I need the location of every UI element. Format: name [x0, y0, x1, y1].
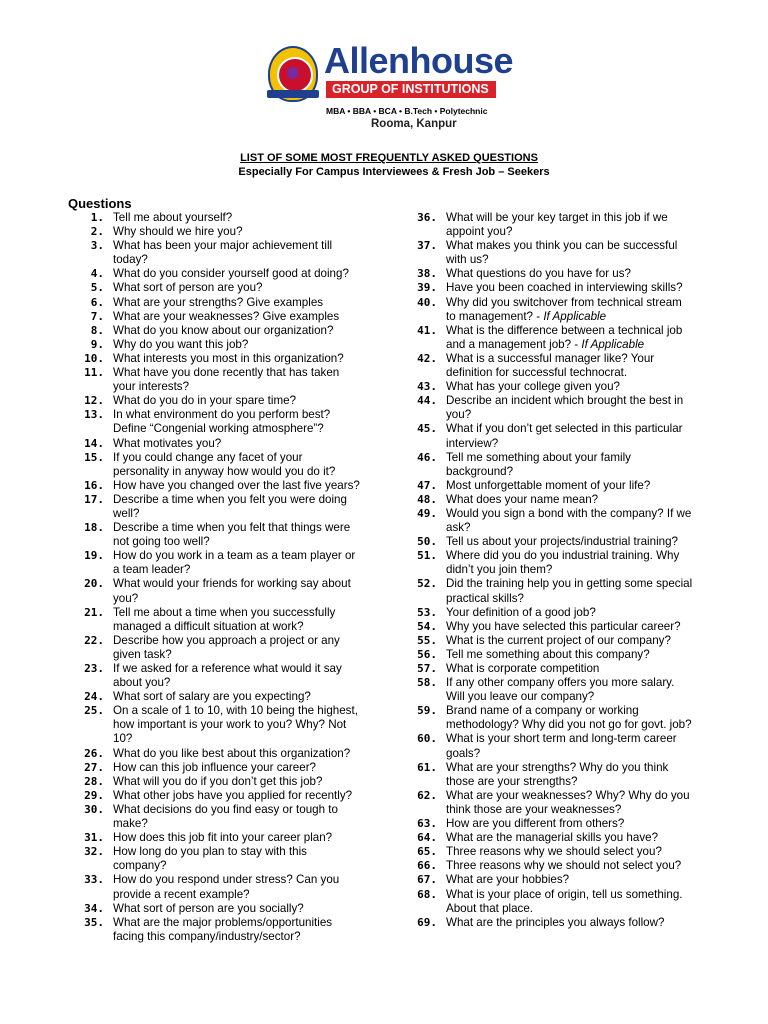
- question-text: What questions do you have for us?: [446, 267, 631, 281]
- question-item: [72, 704, 402, 746]
- question-item: [405, 732, 725, 760]
- question-item: [405, 662, 725, 676]
- question-number: 34.: [84, 901, 104, 915]
- question-item: [405, 817, 725, 831]
- question-item: [405, 380, 725, 394]
- question-text: What does your name mean?: [446, 492, 599, 506]
- question-text: What is your short term and long-term career goals?: [446, 732, 677, 760]
- question-text: What sort of person are you socially?: [113, 901, 304, 915]
- question-item: [72, 352, 402, 366]
- question-text: What interests you most in this organization?: [113, 351, 344, 365]
- question-number: 11.: [84, 366, 104, 380]
- question-item: [72, 606, 402, 634]
- question-item: [72, 690, 402, 704]
- question-text: If any other company offers you more salary. Will you leave our company?: [446, 676, 675, 704]
- question-text: What are your hobbies?: [446, 873, 570, 887]
- question-text: Tell me about yourself?: [113, 211, 233, 224]
- question-number: 16.: [84, 478, 104, 492]
- question-number: 48.: [417, 492, 437, 506]
- question-number: 36.: [417, 211, 437, 224]
- question-number: 61.: [417, 760, 437, 774]
- question-number: 57.: [417, 662, 437, 675]
- question-text: In what environment do you perform best? Define “Congenial working atmosphere”?: [113, 408, 331, 436]
- question-item: [405, 451, 725, 479]
- question-text: What would your friends for working say about you?: [113, 577, 351, 605]
- question-item: [72, 761, 402, 775]
- question-number: 58.: [417, 676, 437, 690]
- question-text: What have you done recently that has taken your interests?: [113, 366, 340, 394]
- question-item: [72, 437, 402, 451]
- question-number: 44.: [417, 394, 437, 408]
- question-text: How does this job fit into your career plan?: [113, 831, 333, 845]
- question-item: [405, 859, 725, 873]
- question-text: How have you changed over the last five years?: [113, 478, 360, 492]
- question-number: 26.: [84, 746, 104, 760]
- question-number: 51.: [417, 549, 437, 563]
- question-number: 6.: [90, 295, 104, 309]
- question-text: Would you sign a bond with the company? If we ask?: [446, 506, 692, 535]
- question-number: 50.: [417, 535, 437, 549]
- question-number: 29.: [84, 788, 104, 802]
- question-text: Tell us about your projects/industrial training?: [446, 535, 678, 549]
- question-item: [72, 479, 402, 493]
- question-item: [72, 747, 402, 761]
- questions-column-right: [405, 211, 725, 930]
- question-text: What is the current project of our company?: [446, 633, 671, 647]
- question-item: [405, 507, 725, 535]
- question-text: What is the difference between a technical job and a management job? - If Applicable: [446, 323, 683, 351]
- question-text: On a scale of 1 to 10, with 10 being the highest, how important is your work to you? Why? Not 10?: [113, 704, 358, 746]
- question-number: 60.: [417, 732, 437, 746]
- question-item: [405, 211, 725, 239]
- question-number: 28.: [84, 774, 104, 788]
- question-number: 33.: [84, 873, 104, 887]
- question-number: 52.: [417, 577, 437, 591]
- question-text: Your definition of a good job?: [446, 605, 596, 619]
- question-item: [405, 845, 725, 859]
- question-item: [405, 704, 725, 732]
- question-number: 21.: [84, 605, 104, 619]
- question-item: [72, 239, 402, 267]
- question-item: [72, 549, 402, 577]
- question-number: 35.: [84, 915, 104, 929]
- question-number: 12.: [84, 394, 104, 408]
- question-number: 32.: [84, 845, 104, 859]
- document-title: LIST OF SOME MOST FREQUENTLY ASKED QUESTIONS: [240, 152, 538, 164]
- question-item: [405, 422, 725, 450]
- question-note: If Applicable: [543, 309, 607, 323]
- brand-name: Allenhouse: [324, 40, 514, 81]
- question-number: 10.: [84, 351, 104, 365]
- question-text: If you could change any facet of your personality in anyway how would you do it?: [113, 450, 336, 478]
- question-item: [72, 493, 402, 521]
- question-item: [405, 281, 725, 295]
- question-text: How do you work in a team as a team player or a team leader?: [113, 549, 356, 577]
- question-text: What will you do if you don’t get this job?: [113, 774, 323, 788]
- question-number: 47.: [417, 478, 437, 492]
- question-item: [72, 281, 402, 295]
- question-number: 40.: [417, 295, 437, 309]
- question-item: [405, 888, 725, 916]
- question-number: 53.: [417, 605, 437, 619]
- question-text: What has your college given you?: [446, 380, 621, 394]
- question-item: [405, 676, 725, 704]
- question-text: Tell me something about your family background?: [446, 450, 631, 478]
- question-item: [72, 394, 402, 408]
- question-number: 31.: [84, 831, 104, 845]
- question-number: 55.: [417, 633, 437, 647]
- question-text: Why should we hire you?: [113, 225, 243, 239]
- question-number: 54.: [417, 619, 437, 633]
- question-text: What is your place of origin, tell us something. About that place.: [446, 887, 683, 915]
- question-text: If we asked for a reference what would it say about you?: [113, 662, 342, 690]
- question-text: What do you consider yourself good at doing?: [113, 267, 349, 281]
- question-item: [405, 493, 725, 507]
- question-number: 67.: [417, 873, 437, 887]
- questions-heading: Questions: [68, 196, 132, 211]
- question-item: [72, 267, 402, 281]
- question-item: [405, 267, 725, 281]
- question-number: 66.: [417, 859, 437, 873]
- question-item: [72, 789, 402, 803]
- question-text: What will be your key target in this job if we appoint you?: [446, 211, 668, 239]
- question-text: What do you do in your spare time?: [113, 394, 297, 408]
- question-number: 24.: [84, 690, 104, 704]
- question-number: 2.: [90, 225, 104, 239]
- question-item: [405, 549, 725, 577]
- question-number: 41.: [417, 323, 437, 337]
- question-text: Describe a time when you felt you were doing well?: [113, 492, 347, 520]
- question-text: How long do you plan to stay with this company?: [113, 845, 307, 873]
- question-text: Most unforgettable moment of your life?: [446, 478, 651, 492]
- question-number: 13.: [84, 408, 104, 422]
- question-item: [72, 845, 402, 873]
- question-text: What is corporate competition: [446, 662, 600, 675]
- question-number: 45.: [417, 422, 437, 436]
- question-text: Have you been coached in interviewing skills?: [446, 281, 683, 295]
- question-item: [72, 873, 402, 901]
- question-item: [405, 606, 725, 620]
- question-item: [405, 296, 725, 324]
- question-text: What are the major problems/opportunities facing this company/industry/sector?: [113, 915, 333, 943]
- question-item: [72, 775, 402, 789]
- question-text: What if you don’t get selected in this particular interview?: [446, 422, 683, 450]
- question-text: Describe how you approach a project or any given task?: [113, 633, 340, 661]
- question-text: Brand name of a company or working methodology? Why did you not go for govt. job?: [446, 704, 692, 732]
- question-item: [405, 324, 725, 352]
- question-item: [72, 408, 402, 436]
- question-text: What do you know about our organization?: [113, 323, 334, 337]
- question-text: What are your weaknesses? Why? Why do you think those are your weaknesses?: [446, 788, 690, 816]
- question-text: Three reasons why we should not select you?: [446, 859, 682, 873]
- brand-courses: MBA • BBA • BCA • B.Tech • Polytechnic: [326, 106, 488, 116]
- question-item: [405, 479, 725, 493]
- question-number: 1.: [90, 211, 104, 224]
- question-item: [405, 620, 725, 634]
- question-item: [72, 310, 402, 324]
- question-text: Tell me something about this company?: [446, 647, 650, 661]
- question-item: [72, 225, 402, 239]
- institution-seal-logo: [268, 46, 318, 102]
- question-number: 19.: [84, 549, 104, 563]
- question-number: 14.: [84, 436, 104, 450]
- question-item: [72, 577, 402, 605]
- question-text: What motivates you?: [113, 436, 222, 450]
- question-number: 5.: [90, 281, 104, 295]
- question-number: 64.: [417, 831, 437, 845]
- question-text: Three reasons why we should select you?: [446, 845, 662, 859]
- question-text: What are the managerial skills you have?: [446, 831, 659, 845]
- question-item: [72, 366, 402, 394]
- question-number: 9.: [90, 337, 104, 351]
- question-text: What sort of person are you?: [113, 281, 263, 295]
- question-text: Tell me about a time when you successfully managed a difficult situation at work?: [113, 605, 336, 633]
- question-text: Describe a time when you felt that things were not going too well?: [113, 521, 351, 549]
- question-text: Why do you want this job?: [113, 337, 249, 351]
- question-text: What decisions do you find easy or tough to make?: [113, 802, 338, 831]
- question-text: How are you different from others?: [446, 817, 625, 831]
- question-item: [72, 521, 402, 549]
- question-item: [405, 916, 725, 930]
- question-item: [72, 902, 402, 916]
- question-text: What makes you think you can be successful with us?: [446, 239, 678, 267]
- question-item: [405, 535, 725, 549]
- question-text: How do you respond under stress? Can you provide a recent example?: [113, 873, 340, 901]
- question-number: 49.: [417, 506, 437, 520]
- question-number: 38.: [417, 267, 437, 281]
- question-text: Describe an incident which brought the best in you?: [446, 394, 684, 422]
- institution-header: [0, 40, 768, 135]
- question-item: [405, 761, 725, 789]
- question-text: Did the training help you in getting some special practical skills?: [446, 577, 693, 605]
- question-item: [405, 352, 725, 380]
- question-text: What are your strengths? Give examples: [113, 295, 324, 309]
- question-text: How can this job influence your career?: [113, 760, 316, 774]
- question-item: [405, 789, 725, 817]
- question-item: [405, 831, 725, 845]
- question-text: What are your weaknesses? Give examples: [113, 309, 340, 323]
- question-number: 25.: [84, 704, 104, 718]
- question-item: [72, 831, 402, 845]
- question-number: 46.: [417, 450, 437, 464]
- question-number: 18.: [84, 521, 104, 535]
- question-item: [405, 394, 725, 422]
- question-number: 56.: [417, 647, 437, 661]
- question-number: 30.: [84, 802, 104, 816]
- question-item: [72, 803, 402, 831]
- question-item: [405, 577, 725, 605]
- question-number: 68.: [417, 887, 437, 901]
- question-number: 8.: [90, 323, 104, 337]
- question-number: 59.: [417, 704, 437, 718]
- questions-column-left: [72, 211, 402, 944]
- question-number: 27.: [84, 760, 104, 774]
- question-text: What has been your major achievement till today?: [113, 239, 333, 267]
- question-note: If Applicable: [581, 337, 645, 351]
- question-item: [72, 211, 402, 225]
- question-item: [405, 873, 725, 887]
- question-item: [405, 239, 725, 267]
- question-item: [72, 324, 402, 338]
- question-text: What are the principles you always follow?: [446, 915, 665, 929]
- document-subtitle: Especially For Campus Interviewees & Fresh Job – Seekers: [238, 166, 550, 178]
- question-item: [72, 662, 402, 690]
- question-number: 22.: [84, 633, 104, 647]
- question-text: What is a successful manager like? Your definition for successful technocrat.: [446, 351, 655, 380]
- question-number: 39.: [417, 281, 437, 295]
- question-item: [72, 916, 402, 944]
- brand-location: Rooma, Kanpur: [371, 118, 457, 130]
- question-item: [72, 296, 402, 310]
- question-item: [405, 634, 725, 648]
- question-text: What other jobs have you applied for recently?: [113, 788, 353, 802]
- question-item: [405, 648, 725, 662]
- question-text: Why you have selected this particular career?: [446, 619, 681, 633]
- question-number: 3.: [90, 239, 104, 253]
- question-number: 4.: [90, 267, 104, 281]
- question-number: 23.: [84, 662, 104, 675]
- question-number: 69.: [417, 915, 437, 929]
- question-item: [72, 338, 402, 352]
- question-text: Why did you switchover from technical stream to management? - If Applicable: [446, 295, 682, 323]
- brand-group-name: GROUP OF INSTITUTIONS: [332, 82, 489, 96]
- question-item: [72, 451, 402, 479]
- question-number: 43.: [417, 380, 437, 394]
- question-number: 65.: [417, 845, 437, 859]
- question-number: 17.: [84, 492, 104, 506]
- question-text: What are your strengths? Why do you think those are your strengths?: [446, 760, 669, 788]
- question-number: 37.: [417, 239, 437, 253]
- question-number: 20.: [84, 577, 104, 591]
- question-text: What do you like best about this organization?: [113, 746, 351, 760]
- question-number: 62.: [417, 788, 437, 802]
- question-number: 63.: [417, 817, 437, 831]
- question-number: 15.: [84, 450, 104, 464]
- question-number: 7.: [90, 309, 104, 323]
- question-text: Where did you do you industrial training. Why didn’t you join them?: [446, 549, 680, 577]
- question-item: [72, 634, 402, 662]
- question-text: What sort of salary are you expecting?: [113, 690, 311, 704]
- question-number: 42.: [417, 351, 437, 365]
